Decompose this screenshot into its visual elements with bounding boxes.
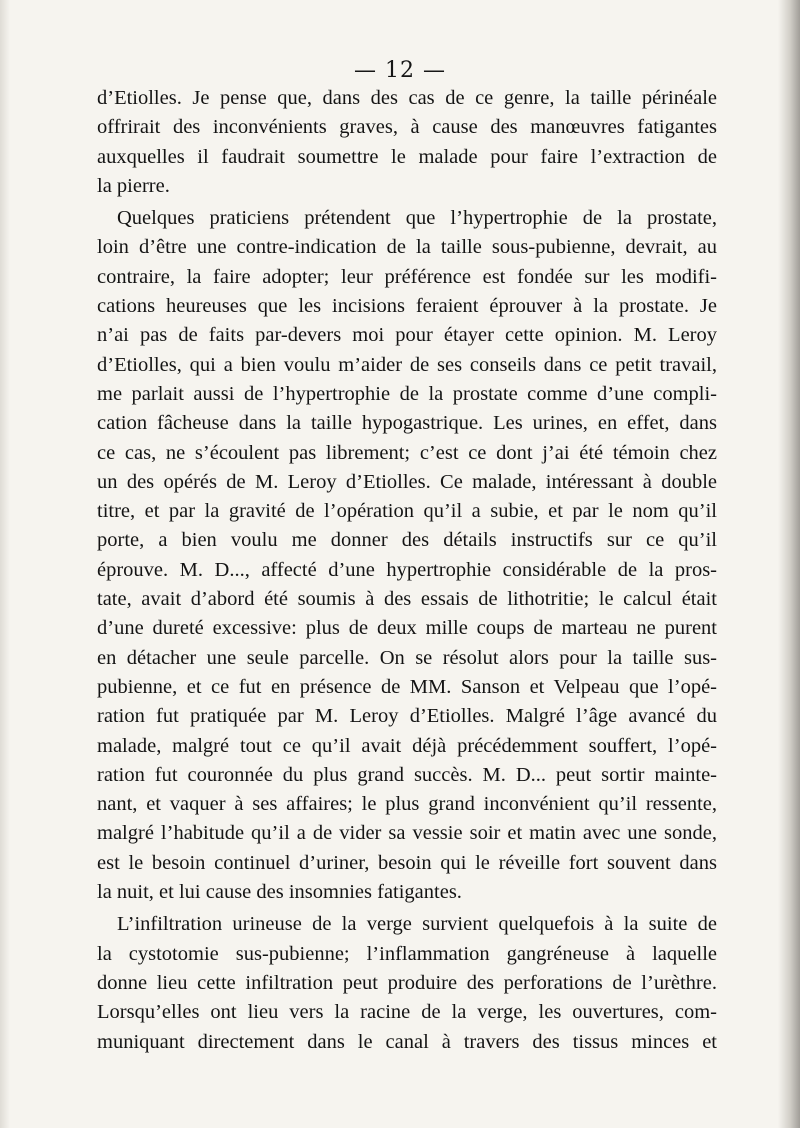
text-line: loin d’être une contre-indication de la taille sous-pubienne, devrait, au [97,236,717,259]
text-line: la nuit, et lui cause des insomnies fatigantes. [97,881,462,904]
text-line: la cystotomie sus-pubienne; l’inflammation gangréneuse à laquelle [97,942,717,965]
text-line: cation fâcheuse dans la taille hypogastrique. Les urines, en effet, dans [97,412,717,435]
paragraph-3 [97,910,717,1056]
text-line: L’infiltration urineuse de la verge survient quelquefois à la suite de [117,913,717,936]
text-line: titre, et par la gravité de l’opération qu’il a subie, et par le nom qu’il [97,500,717,523]
text-line: Quelques praticiens prétendent que l’hypertrophie de la prostate, [117,207,717,230]
page-right-shadow [778,0,800,1128]
page-number: — 12 — [354,58,446,83]
text-line: la pierre. [97,174,170,197]
text-line: d’Etiolles. Je pense que, dans des cas de ce genre, la taille périnéale [97,87,717,109]
text-line: tate, avait d’abord été soumis à des essais de lithotritie; le calcul était [97,588,717,611]
text-line: pubienne, et ce fut en présence de MM. Sanson et Velpeau que l’opé- [97,675,717,698]
text-line: un des opérés de M. Leroy d’Etiolles. Ce malade, intéressant à double [97,470,717,493]
text-line: d’une dureté excessive: plus de deux mille coups de marteau ne purent [97,617,717,640]
text-line: Lorsqu’elles ont lieu vers la racine de la verge, les ouvertures, com- [97,1001,717,1024]
page-left-shadow [0,0,10,1128]
text-line: donne lieu cette infiltration peut produire des perforations de l’urèthre. [97,971,717,994]
text-line: auxquelles il faudrait soumettre le malade pour faire l’extraction de [97,145,717,168]
paragraph-1 [97,84,717,201]
text-line: muniquant directement dans le canal à travers des tissus minces et [97,1030,717,1053]
body-text [97,84,717,1057]
text-line: n’ai pas de faits par-devers moi pour étayer cette opinion. M. Leroy [97,324,717,347]
text-line: porte, a bien voulu me donner des détails instructifs sur ce qu’il [97,529,717,552]
paragraph-2 [97,204,717,907]
text-line: nant, et vaquer à ses affaires; le plus grand inconvénient qu’il ressente, [97,793,717,816]
text-line: me parlait aussi de l’hypertrophie de la prostate comme d’une compli- [97,382,717,405]
text-line: offrirait des inconvénients graves, à cause des manœuvres fatigantes [97,116,717,139]
text-line: d’Etiolles, qui a bien voulu m’aider de ses conseils dans ce petit travail, [97,353,717,376]
text-line: éprouve. M. D..., affecté d’une hypertrophie considérable de la pros- [97,558,717,581]
text-line: malade, malgré tout ce qu’il avait déjà précédemment souffert, l’opé- [97,734,717,757]
text-line: est le besoin continuel d’uriner, besoin qui le réveille fort souvent dans [97,851,717,874]
text-line: ration fut pratiquée par M. Leroy d’Etiolles. Malgré l’âge avancé du [97,705,717,728]
text-line: ration fut couronnée du plus grand succès. M. D... peut sortir mainte- [97,763,717,786]
text-line: contraire, la faire adopter; leur préférence est fondée sur les modifi- [97,265,717,288]
text-line: malgré l’habitude qu’il a de vider sa vessie soir et matin avec une sonde, [97,822,717,845]
text-line: en détacher une seule parcelle. On se résolut alors pour la taille sus- [97,646,717,669]
text-line: cations heureuses que les incisions feraient éprouver à la prostate. Je [97,295,717,318]
text-line: ce cas, ne s’écoulent pas librement; c’est ce dont j’ai été témoin chez [97,441,717,464]
